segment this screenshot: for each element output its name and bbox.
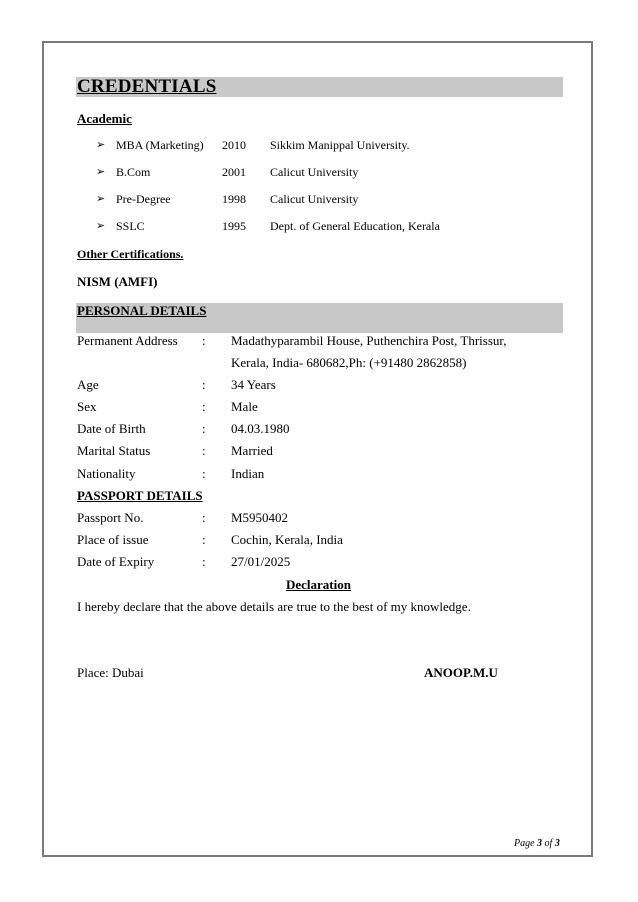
other-certification-value: NISM (AMFI)	[77, 274, 158, 289]
separator-colon: :	[202, 421, 206, 436]
bullet-arrow-icon: ➢	[96, 219, 106, 232]
education-degree: B.Com	[116, 165, 151, 179]
of-word: of	[544, 838, 553, 849]
education-institution: Sikkim Manippal University.	[270, 138, 410, 152]
personal-value: Male	[231, 399, 258, 414]
address-line-1: Madathyparambil House, Puthenchira Post, Thrissur,	[231, 333, 507, 348]
education-year: 1995	[222, 219, 246, 233]
personal-label: Date of Birth	[77, 421, 146, 436]
education-institution: Dept. of General Education, Kerala	[270, 219, 440, 233]
separator-colon: :	[202, 510, 206, 525]
passport-label: Passport No.	[77, 510, 144, 525]
separator-colon: :	[202, 466, 206, 481]
education-institution: Calicut University	[270, 192, 359, 206]
education-degree: Pre-Degree	[116, 192, 171, 206]
personal-label: Nationality	[77, 466, 136, 481]
credentials-title: CREDENTIALS	[77, 76, 217, 97]
page-word: Page	[514, 838, 535, 849]
place-text: Place: Dubai	[77, 665, 144, 680]
personal-label: Marital Status	[77, 443, 151, 458]
declaration-title: Declaration	[286, 577, 351, 592]
passport-label: Date of Expiry	[77, 554, 155, 569]
personal-value: 34 Years	[231, 377, 276, 392]
page-number	[514, 838, 560, 849]
education-degree: MBA (Marketing)	[116, 138, 204, 152]
personal-label: Age	[77, 377, 99, 392]
bullet-arrow-icon: ➢	[96, 165, 106, 178]
signature-name: ANOOP.M.U	[424, 665, 498, 680]
passport-value: Cochin, Kerala, India	[231, 532, 343, 547]
separator-colon: :	[202, 554, 206, 569]
education-year: 2010	[222, 138, 246, 152]
passport-value: 27/01/2025	[231, 554, 291, 569]
page-current: 3	[537, 838, 543, 849]
separator-colon: :	[202, 333, 206, 348]
passport-value: M5950402	[231, 510, 289, 525]
bullet-arrow-icon: ➢	[96, 138, 106, 151]
passport-label: Place of issue	[77, 532, 149, 547]
education-year: 1998	[222, 192, 246, 206]
education-year: 2001	[222, 165, 246, 179]
personal-value: Indian	[231, 466, 265, 481]
address-label: Permanent Address	[77, 333, 178, 348]
education-institution: Calicut University	[270, 165, 359, 179]
personal-details-title: PERSONAL DETAILS	[77, 303, 207, 318]
other-certifications-heading: Other Certifications.	[77, 247, 184, 261]
passport-details-title: PASSPORT DETAILS	[77, 488, 203, 503]
personal-label: Sex	[77, 399, 97, 414]
declaration-text: I hereby declare that the above details are true to the best of my knowledge.	[77, 599, 471, 614]
education-degree: SSLC	[116, 219, 145, 233]
separator-colon: :	[202, 532, 206, 547]
page-total: 3	[554, 838, 560, 849]
bullet-arrow-icon: ➢	[96, 192, 106, 205]
academic-heading: Academic	[77, 111, 132, 126]
separator-colon: :	[202, 443, 206, 458]
personal-value: Married	[231, 443, 273, 458]
personal-value: 04.03.1980	[231, 421, 290, 436]
separator-colon: :	[202, 377, 206, 392]
address-line-2: Kerala, India- 680682,Ph: (+91480 2862858)	[231, 355, 467, 370]
separator-colon: :	[202, 399, 206, 414]
